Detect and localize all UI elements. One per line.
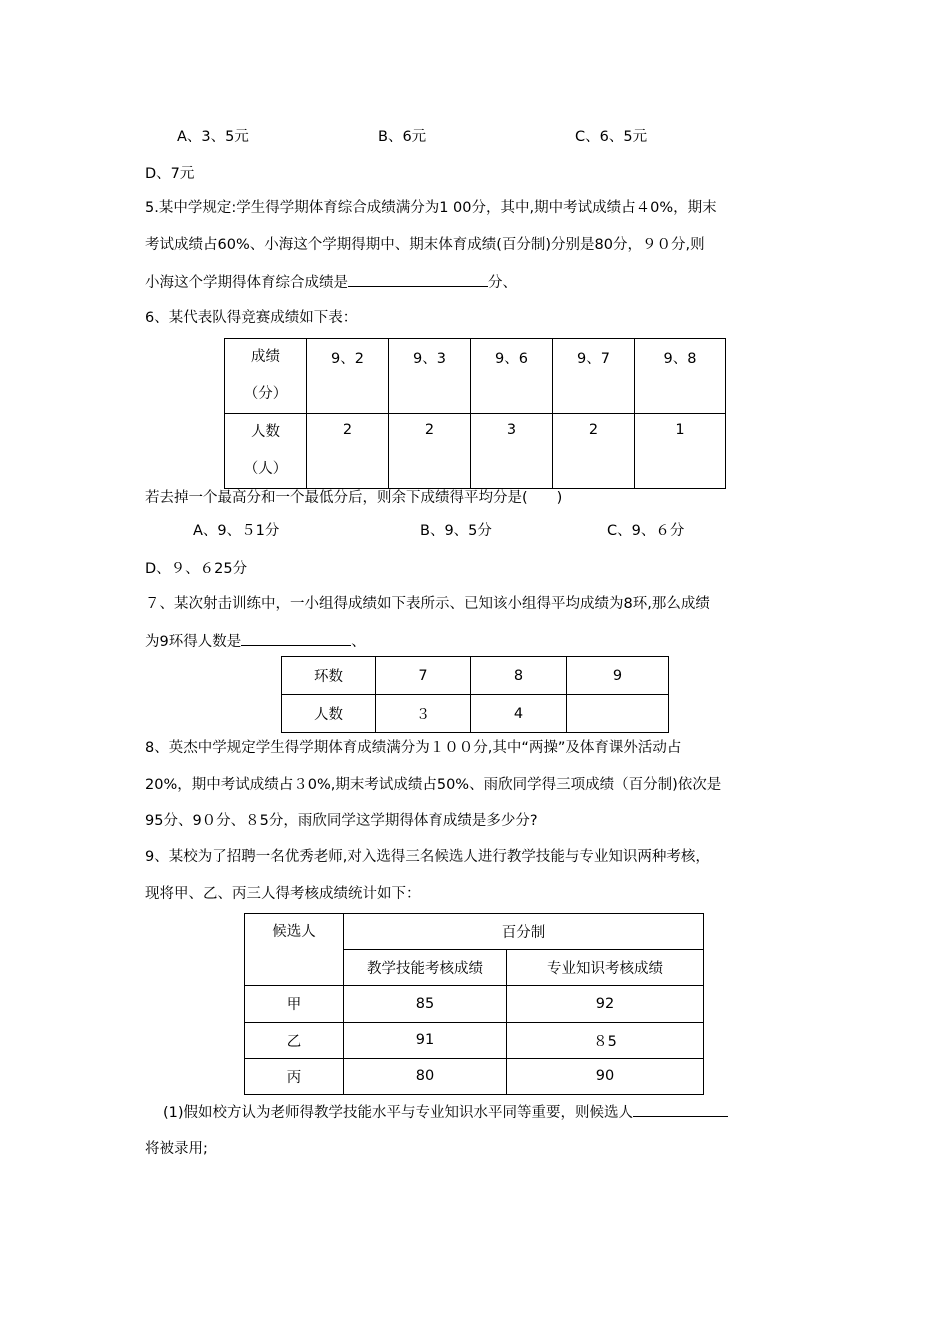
- header-cell: 7: [376, 657, 471, 695]
- q9-line: 9、某校为了招聘一名优秀老师,对入选得三名候选人进行教学技能与专业知识两种考核，: [145, 849, 710, 865]
- header-cell: 环数: [282, 657, 376, 695]
- q7-line: [145, 631, 366, 652]
- header-cell: 9: [567, 657, 669, 695]
- q8-line: 20%，期中考试成绩占３0%,期末考试成绩占50%、雨欣同学得三项成绩（百分制)依次是: [145, 777, 722, 793]
- q7-table: [281, 656, 669, 733]
- row-header: 人数: [282, 695, 376, 733]
- count-cell: ３: [376, 695, 471, 733]
- answer-blank[interactable]: [633, 1102, 728, 1117]
- header-cell: 人数 （人）: [225, 414, 307, 489]
- header-cell: 成绩 （分）: [225, 339, 307, 414]
- count-cell: 4: [471, 695, 567, 733]
- count-cell: 2: [307, 414, 389, 489]
- score-cell: 9、6: [471, 339, 553, 414]
- option-d: D、９、６25分: [145, 561, 248, 577]
- score-cell: ８5: [507, 1022, 704, 1058]
- option-b: B、9、5分: [420, 523, 492, 539]
- q8-line: 8、英杰中学规定学生得学期体育成绩满分为１００分,其中“两操”及体育课外活动占: [145, 740, 682, 756]
- q7-suffix: 、: [351, 634, 366, 650]
- q6-question: 若去掉一个最高分和一个最低分后，则余下成绩得平均分是( ): [145, 490, 563, 506]
- score-cell: 91: [344, 1022, 507, 1058]
- score-cell: 9、2: [307, 339, 389, 414]
- q9-line: 现将甲、乙、丙三人得考核成绩统计如下：: [145, 886, 421, 902]
- option-b: B、6元: [378, 129, 427, 145]
- header-cell: 候选人: [245, 914, 344, 986]
- option-a: A、9、５1分: [193, 523, 280, 539]
- header-cell: 8: [471, 657, 567, 695]
- candidate-cell: 甲: [245, 986, 344, 1022]
- candidate-cell: 丙: [245, 1058, 344, 1094]
- header-cell: 教学技能考核成绩: [344, 950, 507, 986]
- q7-text: 为9环得人数是: [145, 634, 242, 650]
- score-cell: 9、8: [635, 339, 726, 414]
- count-cell: 3: [471, 414, 553, 489]
- blank-cell[interactable]: [567, 695, 669, 733]
- q9-table: [244, 913, 704, 1095]
- option-a: A、3、5元: [177, 129, 249, 145]
- q6-title: 6、某代表队得竞赛成绩如下表：: [145, 310, 358, 326]
- q5-line: 5.某中学规定:学生得学期体育综合成绩满分为1 00分，其中,期中考试成绩占４0%，期末: [145, 200, 717, 216]
- option-d: D、7元: [145, 166, 195, 182]
- score-cell: 80: [344, 1058, 507, 1094]
- option-c: C、6、5元: [575, 129, 648, 145]
- score-cell: 90: [507, 1058, 704, 1094]
- score-cell: 9、3: [389, 339, 471, 414]
- header-cell: 专业知识考核成绩: [507, 950, 704, 986]
- q5-text: 小海这个学期得体育综合成绩是: [145, 275, 348, 291]
- q7-line: ７、某次射击训练中，一小组得成绩如下表所示、已知该小组得平均成绩为8环,那么成绩: [145, 596, 710, 612]
- score-cell: 85: [344, 986, 507, 1022]
- q5-line: [145, 272, 517, 293]
- candidate-cell: 乙: [245, 1022, 344, 1058]
- score-cell: 92: [507, 986, 704, 1022]
- count-cell: 1: [635, 414, 726, 489]
- q5-suffix: 分、: [488, 275, 517, 291]
- option-c: C、9、６分: [607, 523, 685, 539]
- q9-sub1-end: 将被录用;: [145, 1141, 208, 1157]
- score-cell: 9、7: [553, 339, 635, 414]
- q9-sub1-text: (1)假如校方认为老师得教学技能水平与专业知识水平同等重要，则候选人: [163, 1105, 634, 1121]
- q5-line: 考试成绩占60%、小海这个学期得期中、期末体育成绩(百分制)分别是80分，９０分,则: [145, 237, 705, 253]
- q6-table: [224, 338, 726, 489]
- q9-sub1: [163, 1102, 728, 1123]
- answer-blank[interactable]: [348, 272, 488, 287]
- count-cell: 2: [553, 414, 635, 489]
- q8-line: 95分、9０分、８5分，雨欣同学这学期得体育成绩是多少分?: [145, 813, 538, 829]
- answer-blank[interactable]: [241, 631, 351, 646]
- count-cell: 2: [389, 414, 471, 489]
- header-cell: 百分制: [344, 914, 704, 950]
